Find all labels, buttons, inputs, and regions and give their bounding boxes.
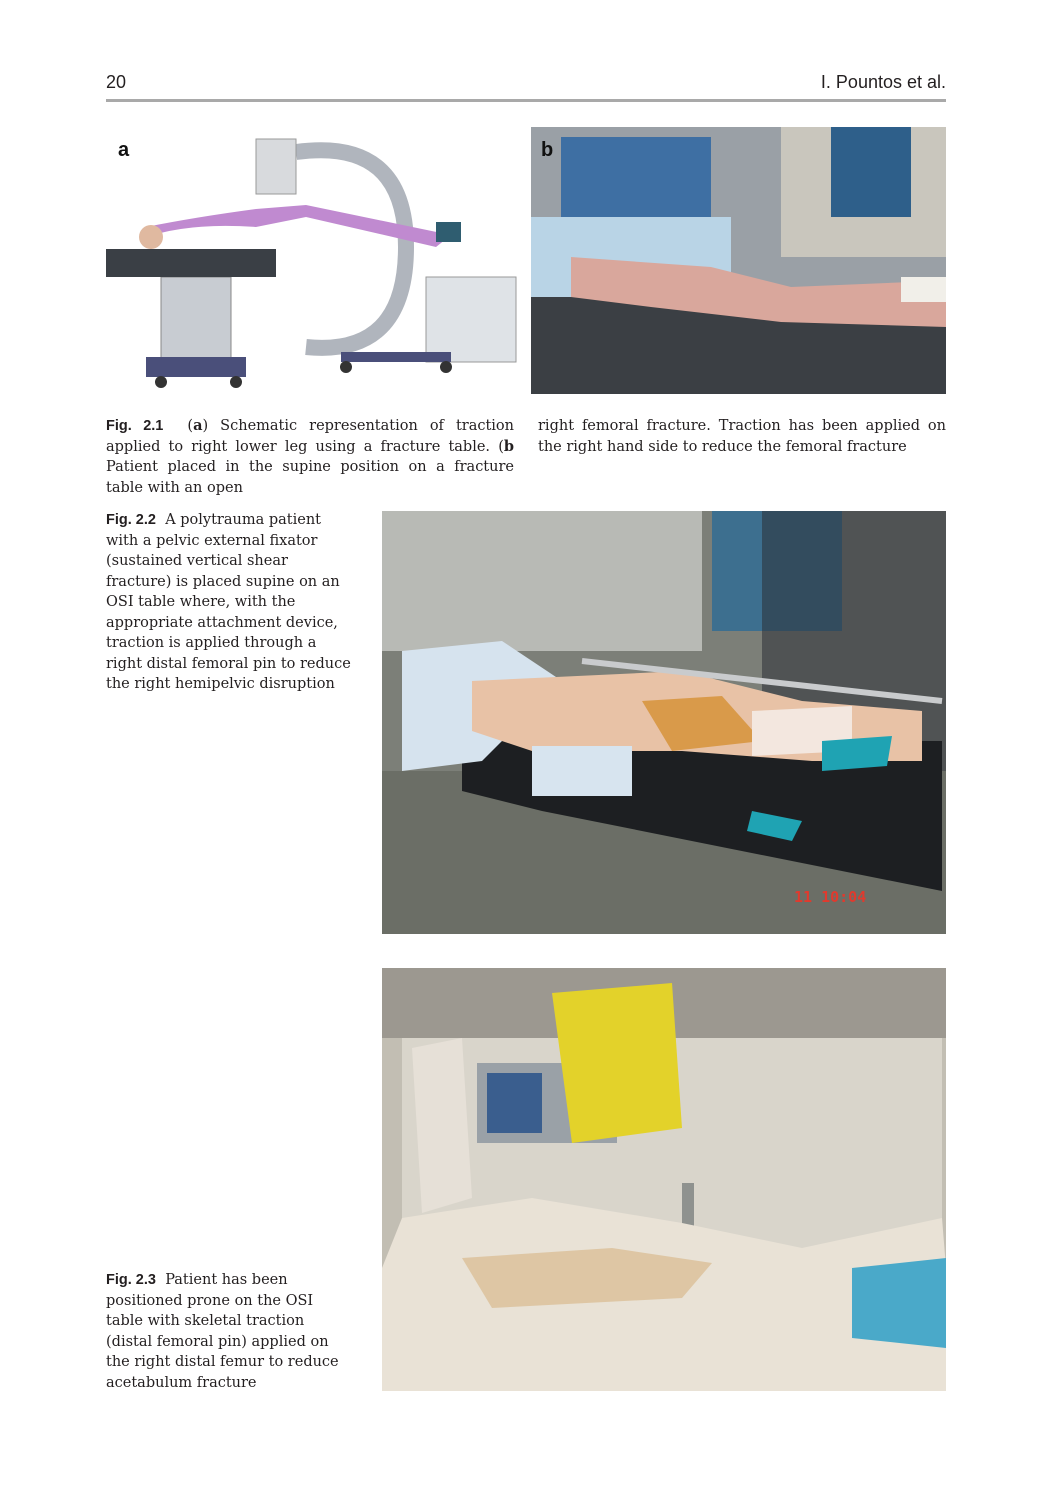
traction-table-illustration bbox=[106, 127, 520, 394]
caption-2-2-text: A polytrauma patient with a pelvic external fixator (sustained vertical shear fracture) is placed supine on an OSI table where, with the appropriate attachment device, traction is applied through a right distal femoral pin to reduce the right hemipelvic disruption bbox=[106, 512, 351, 692]
caption-marker-b: b bbox=[503, 437, 514, 455]
figure-2-3-label: Fig. 2.3 bbox=[106, 1272, 156, 1288]
page-number: 20 bbox=[106, 72, 127, 92]
figure-2-1b-photo bbox=[531, 127, 946, 394]
figure-2-3-photo bbox=[382, 968, 946, 1391]
caption-2-3-text: Patient has been positioned prone on the OSI table with skeletal traction (distal femoral pin) applied on the right distal femur to reduce acetabulum fracture bbox=[106, 1272, 339, 1391]
running-head: I. Pountos et al. bbox=[820, 72, 946, 92]
header-rule bbox=[106, 99, 946, 102]
operating-room-photo bbox=[531, 127, 946, 394]
figure-2-1a-illustration bbox=[106, 127, 520, 394]
osi-table-prone-photo bbox=[382, 968, 946, 1391]
page-header bbox=[106, 70, 946, 100]
caption-2-1a-text: Schematic representation of traction applied to right lower leg using a fracture table. bbox=[106, 418, 514, 455]
panel-label-a: a bbox=[118, 139, 130, 161]
caption-2-1b-text-continued: right femoral fracture. Traction has been applied on the right hand side to reduce the femoral fracture bbox=[538, 418, 946, 455]
figure-2-2-photo bbox=[382, 511, 946, 934]
photo-timestamp: 11 10:04 bbox=[794, 888, 867, 906]
figure-2-2-label: Fig. 2.2 bbox=[106, 512, 156, 528]
panel-label-b: b bbox=[541, 139, 554, 161]
figure-2-1-caption-right bbox=[538, 416, 946, 457]
figure-2-1-label: Fig. 2.1 bbox=[106, 418, 164, 434]
figure-2-3-caption bbox=[106, 1270, 341, 1393]
caption-marker-a: a bbox=[193, 417, 203, 434]
figure-2-1-caption-left: Fig. 2.1 (a) Schematic representation of traction applied to right lower leg using a fracture table. (b Patient placed in the supine position on a fracture table with an open bbox=[106, 417, 514, 496]
figure-2-2-caption bbox=[106, 510, 351, 695]
osi-table-supine-photo bbox=[382, 511, 946, 934]
